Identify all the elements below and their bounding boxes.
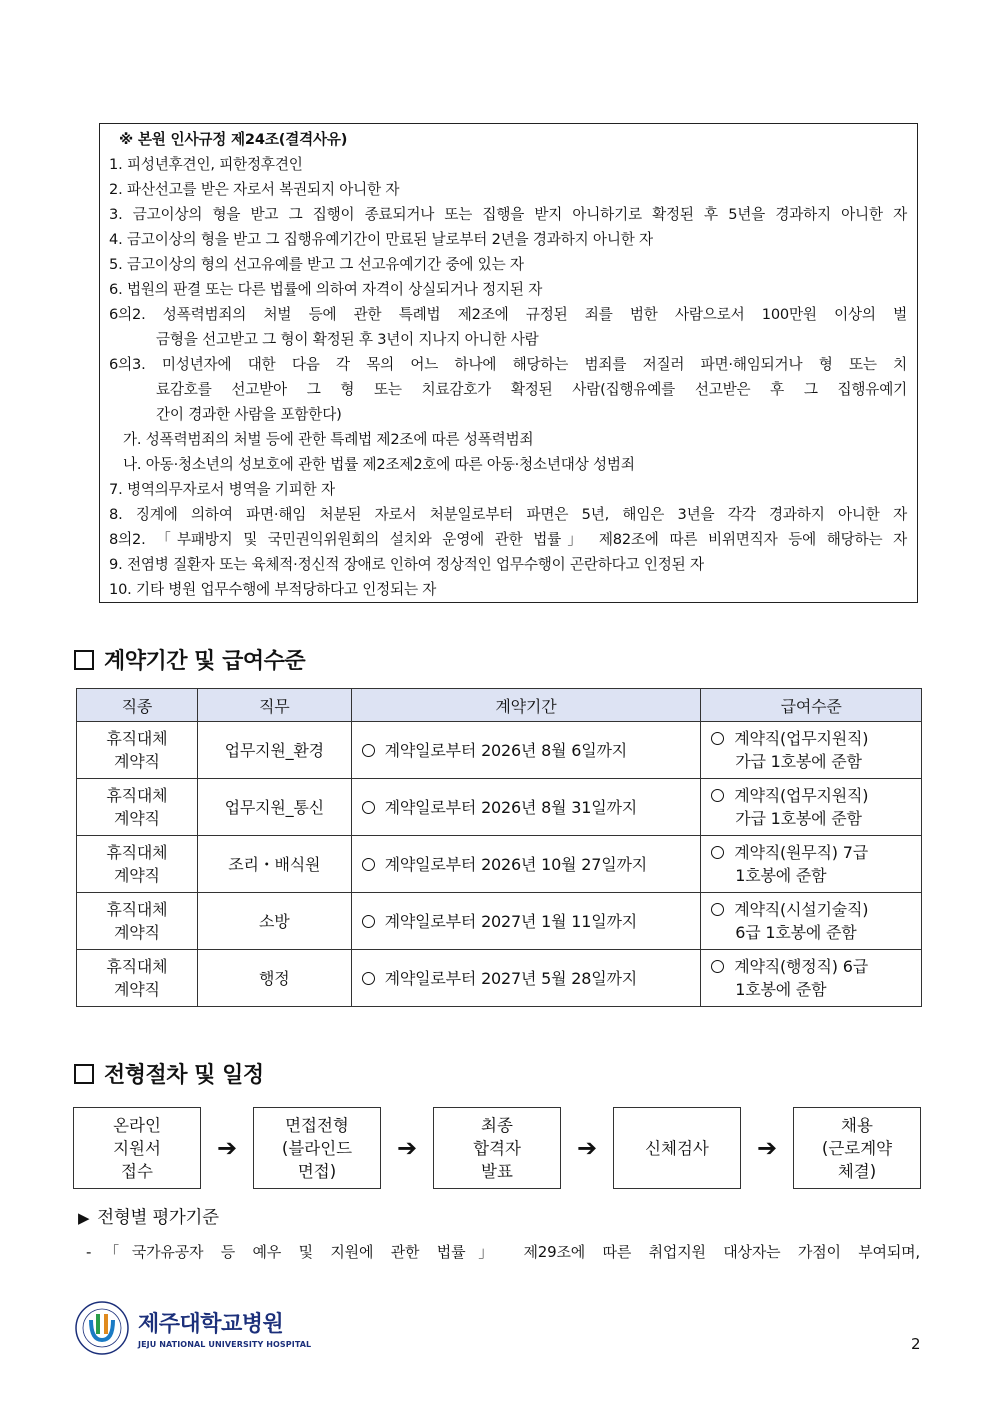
section-title-contract — [74, 644, 305, 675]
circle-bullet-icon — [362, 744, 375, 757]
disqualification-rules-box — [99, 123, 918, 603]
pay-text: 1호봉에 준함 — [735, 866, 827, 885]
header-cell: 급여수준 — [701, 689, 922, 722]
duty-cell: 업무지원_통신 — [197, 779, 351, 836]
job-type-line: 휴직대체 — [106, 900, 168, 919]
period-cell — [351, 779, 701, 836]
pay-cell — [701, 836, 922, 893]
header-cell: 직종 — [77, 689, 198, 722]
rule-item: 5. 금고이상의 형의 선고유예를 받고 그 선고유예기간 중에 있는 자 — [109, 256, 524, 273]
period-text: 계약일로부터 2027년 1월 11일까지 — [384, 911, 637, 931]
pay-text: 계약직(원무직) 7급 — [734, 843, 868, 862]
pay-text: 1호봉에 준함 — [735, 980, 827, 999]
period-text: 계약일로부터 2026년 10월 27일까지 — [384, 854, 647, 874]
criteria-note: -「국가유공자 등 예우 및 지원에 관한 법률」 제29조에 따른 취업지원 대상자는 가점이 부여되며, — [86, 1243, 920, 1261]
hospital-emblem-icon — [74, 1300, 130, 1356]
table-row — [77, 893, 922, 950]
rule-item: 6. 법원의 판결 또는 다른 법률에 의하여 자격이 상실되거나 정지된 자 — [109, 281, 543, 298]
step-line: 지원서 — [113, 1138, 161, 1158]
job-type-line: 계약직 — [114, 866, 160, 885]
flow-step-final-announcement — [433, 1107, 561, 1189]
pay-cell — [701, 950, 922, 1007]
logo-english-name: JEJU NATIONAL UNIVERSITY HOSPITAL — [138, 1340, 312, 1349]
table-row — [77, 950, 922, 1007]
job-type-cell — [77, 836, 198, 893]
rule-item-continued: 간이 경과한 사람을 포함한다) — [156, 406, 342, 423]
duty-cell: 업무지원_환경 — [197, 722, 351, 779]
rule-item-continued: 료감호를 선고받아 그 형 또는 치료감호가 확정된 사람(집행유예를 선고받은 후 그 집행유예기 — [156, 381, 907, 398]
period-cell — [351, 950, 701, 1007]
pay-text: 가급 1호봉에 준함 — [735, 752, 862, 771]
circle-bullet-icon — [711, 960, 724, 973]
flow-step-interview — [253, 1107, 381, 1189]
pay-text: 계약직(행정직) 6급 — [734, 957, 868, 976]
circle-bullet-icon — [711, 789, 724, 802]
circle-bullet-icon — [362, 801, 375, 814]
page-number: 2 — [911, 1335, 921, 1353]
circle-bullet-icon — [362, 858, 375, 871]
rule-item: 10. 기타 병원 업무수행에 부적당하다고 인정되는 자 — [109, 581, 437, 598]
rule-item: 8. 징계에 의하여 파면·해임 처분된 자로서 처분일로부터 파면은 5년, 해임은 3년을 각각 경과하지 아니한 자 — [109, 506, 907, 523]
rule-item: 6의2. 성폭력범죄의 처벌 등에 관한 특례법 제2조에 규정된 죄를 범한 사람으로서 100만원 이상의 벌 — [109, 306, 907, 323]
rule-item: 1. 피성년후견인, 피한정후견인 — [109, 156, 303, 173]
checkbox-square-icon — [74, 1064, 94, 1084]
pay-text: 계약직(업무지원직) — [734, 786, 869, 805]
circle-bullet-icon — [711, 903, 724, 916]
job-type-line: 휴직대체 — [106, 957, 168, 976]
evaluation-criteria-heading — [78, 1204, 219, 1229]
step-line: 체결) — [837, 1161, 877, 1181]
arrow-right-icon: ➔ — [576, 1134, 598, 1162]
section-title-text: 계약기간 및 급여수준 — [104, 649, 306, 674]
rule-item: 4. 금고이상의 형을 받고 그 집행유예기간이 만료된 날로부터 2년을 경과하지 아니한 자 — [109, 231, 653, 248]
step-line: 합격자 — [473, 1138, 521, 1158]
job-type-cell — [77, 779, 198, 836]
rule-subitem: 가. 성폭력범죄의 처벌 등에 관한 특례법 제2조에 따른 성폭력범죄 — [123, 431, 534, 448]
job-type-cell — [77, 950, 198, 1007]
job-type-line: 계약직 — [114, 923, 160, 942]
pay-cell — [701, 779, 922, 836]
flow-step-application — [73, 1107, 201, 1189]
contract-table — [76, 688, 922, 1007]
step-line: 채용 — [841, 1115, 873, 1135]
circle-bullet-icon — [711, 732, 724, 745]
table-row — [77, 836, 922, 893]
job-type-line: 계약직 — [114, 809, 160, 828]
rule-item: 3. 금고이상의 형을 받고 그 집행이 종료되거나 또는 집행을 받지 아니하기로 확정된 후 5년을 경과하지 아니한 자 — [109, 206, 907, 223]
job-type-line: 계약직 — [114, 752, 160, 771]
period-cell — [351, 893, 701, 950]
pay-text: 6급 1호봉에 준함 — [735, 923, 857, 942]
rule-subitem: 나. 아동·청소년의 성보호에 관한 법률 제2조제2호에 따른 아동·청소년대상 성범죄 — [123, 456, 635, 473]
job-type-line: 휴직대체 — [106, 729, 168, 748]
duty-cell: 조리・배식원 — [197, 836, 351, 893]
flow-step-hiring — [793, 1107, 921, 1189]
pay-text: 계약직(업무지원직) — [734, 729, 869, 748]
criteria-label: 전형별 평가기준 — [97, 1208, 219, 1228]
flow-step-medical-exam — [613, 1107, 741, 1189]
rule-item: 9. 전염병 질환자 또는 육체적·정신적 장애로 인하여 정상적인 업무수행이 곤란하다고 인정된 자 — [109, 556, 704, 573]
step-line: 신체검사 — [645, 1138, 709, 1158]
step-line: 최종 — [481, 1115, 513, 1135]
duty-cell: 소방 — [197, 893, 351, 950]
circle-bullet-icon — [362, 915, 375, 928]
table-row — [77, 779, 922, 836]
rules-title: ※ 본원 인사규정 제24조(결격사유) — [119, 131, 348, 148]
period-text: 계약일로부터 2027년 5월 28일까지 — [384, 968, 637, 988]
step-line: (근로계약 — [821, 1138, 893, 1158]
logo-korean-name: 제주대학교병원 — [138, 1312, 284, 1337]
step-line: (블라인드 — [281, 1138, 353, 1158]
circle-bullet-icon — [711, 846, 724, 859]
circle-bullet-icon — [362, 972, 375, 985]
procedure-flow — [73, 1107, 921, 1189]
section-title-text: 전형절차 및 일정 — [104, 1063, 264, 1088]
rule-item: 7. 병역의무자로서 병역을 기피한 자 — [109, 481, 335, 498]
rule-item: 8의2. 「부패방지 및 국민권익위원회의 설치와 운영에 관한 법률」 제82조에 따른 비위면직자 등에 해당하는 자 — [109, 531, 907, 548]
step-line: 접수 — [121, 1161, 153, 1181]
period-cell — [351, 722, 701, 779]
period-text: 계약일로부터 2026년 8월 31일까지 — [384, 797, 637, 817]
arrow-right-icon: ➔ — [396, 1134, 418, 1162]
job-type-cell — [77, 722, 198, 779]
step-line: 온라인 — [113, 1115, 161, 1135]
logo-text — [138, 1307, 311, 1349]
step-line: 면접전형 — [285, 1115, 349, 1135]
pay-cell — [701, 893, 922, 950]
pay-text: 계약직(시설기술직) — [734, 900, 869, 919]
job-type-line: 휴직대체 — [106, 786, 168, 805]
period-cell — [351, 836, 701, 893]
hospital-logo — [74, 1300, 311, 1356]
arrow-right-icon: ➔ — [756, 1134, 778, 1162]
header-cell: 직무 — [197, 689, 351, 722]
header-cell: 계약기간 — [351, 689, 701, 722]
step-line: 발표 — [481, 1161, 513, 1181]
job-type-cell — [77, 893, 198, 950]
rule-item-continued: 금형을 선고받고 그 형이 확정된 후 3년이 지나지 아니한 사람 — [156, 331, 539, 348]
rule-item: 2. 파산선고를 받은 자로서 복권되지 아니한 자 — [109, 181, 400, 198]
pay-text: 가급 1호봉에 준함 — [735, 809, 862, 828]
pay-cell — [701, 722, 922, 779]
section-title-procedure — [74, 1058, 264, 1089]
checkbox-square-icon — [74, 650, 94, 670]
triangle-bullet-icon: ▶ — [78, 1209, 90, 1227]
rule-item: 6의3. 미성년자에 대한 다음 각 목의 어느 하나에 해당하는 범죄를 저질러 파면·해임되거나 형 또는 치 — [109, 356, 907, 373]
job-type-line: 휴직대체 — [106, 843, 168, 862]
table-row — [77, 722, 922, 779]
table-header-row — [77, 689, 922, 722]
arrow-right-icon: ➔ — [216, 1134, 238, 1162]
step-line: 면접) — [297, 1161, 337, 1181]
job-type-line: 계약직 — [114, 980, 160, 999]
duty-cell: 행정 — [197, 950, 351, 1007]
period-text: 계약일로부터 2026년 8월 6일까지 — [384, 740, 628, 760]
